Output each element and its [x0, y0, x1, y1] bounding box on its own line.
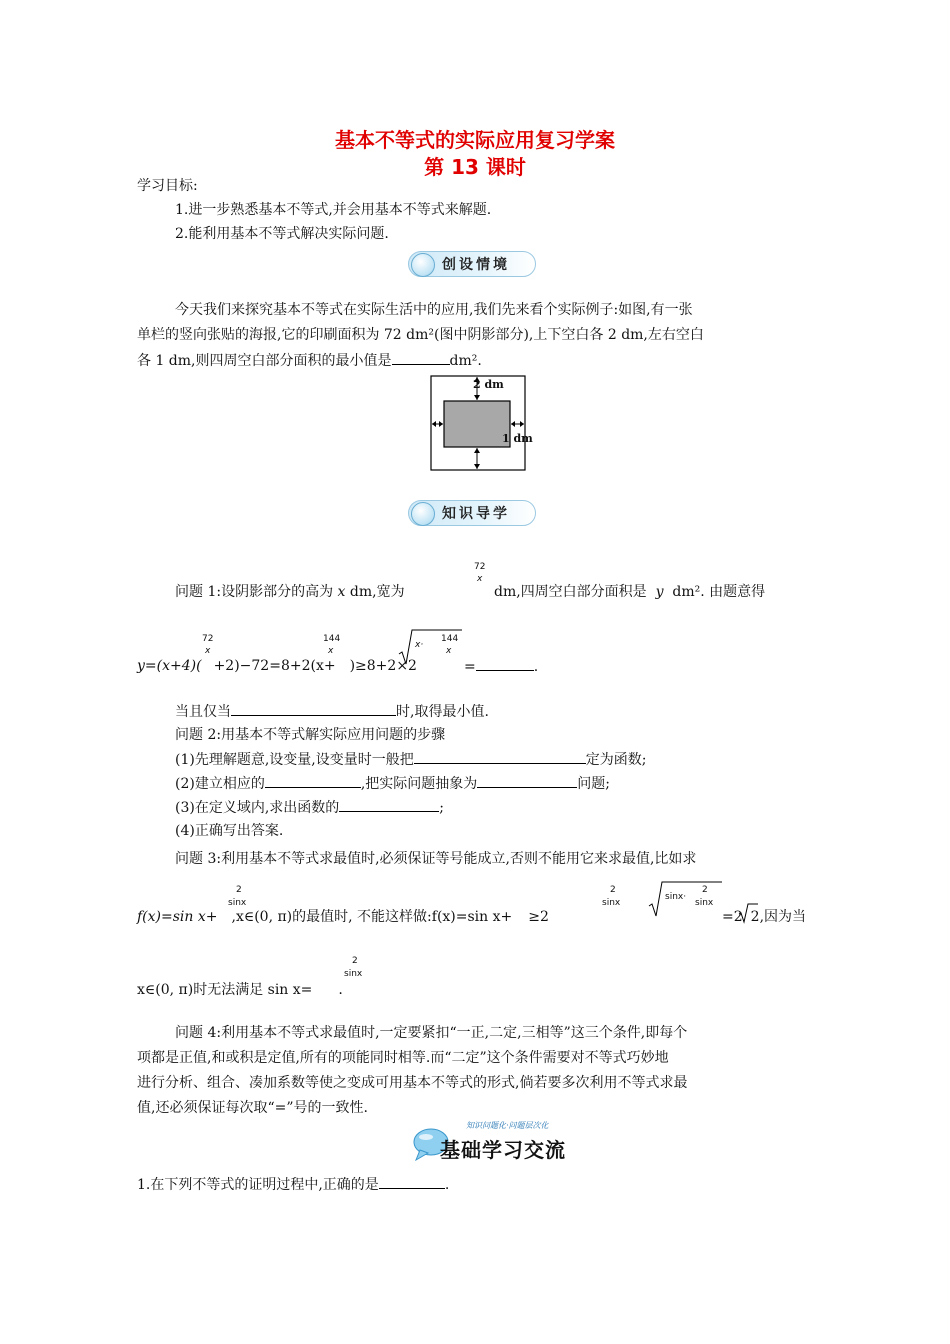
problem-1-text-cont: dm,四周空白部分面积是 y dm². 由题意得	[494, 584, 766, 600]
intro-line-3: 各 1 dm,则四周空白部分面积的最小值是 dm².	[137, 350, 482, 371]
equation-3: f(x)=sin x+ ,x∈(0, π)的最值时, 不能这样做:f(x)=sin x+ ≥2	[137, 909, 549, 925]
frac-numerator: 2	[236, 885, 242, 895]
frac-numerator: 2	[352, 956, 358, 966]
objective-1: 1.进一步熟悉基本不等式,并会用基本不等式来解题.	[175, 202, 492, 218]
step-4: (4)正确写出答案.	[175, 823, 284, 839]
intro-line-2: 单栏的竖向张贴的海报,它的印刷面积为 72 dm²(图中阴影部分),上下空白各 2 dm,左右空白	[137, 327, 704, 343]
banner-label: 创设情境	[442, 257, 510, 273]
frac-numerator: 2	[702, 885, 708, 895]
frac-denominator: sinx	[228, 898, 247, 908]
label-1dm: 1 dm	[502, 432, 533, 445]
answer-blank[interactable]	[392, 350, 450, 365]
answer-blank[interactable]	[339, 797, 439, 812]
banner-tagline: 知识问题化·问题层次化	[466, 1121, 549, 1130]
lesson-number: 第 13 课时	[424, 155, 526, 179]
answer-blank[interactable]	[477, 773, 577, 788]
frac-denominator: x	[477, 574, 483, 584]
radicand: sinx·	[665, 892, 687, 902]
frac-denominator: sinx	[695, 898, 714, 908]
answer-blank[interactable]	[231, 701, 396, 716]
section-banner-scenario	[408, 249, 538, 279]
exercise-1: 1.在下列不等式的证明过程中,正确的是 .	[137, 1174, 449, 1195]
equation-1: y=(x+4)( +2)−72=8+2(x+ )≥8+2×2	[137, 658, 417, 674]
problem-1-text: 问题 1:设阴影部分的高为 x dm,宽为	[175, 584, 405, 600]
chevron-circle-icon	[411, 253, 435, 277]
frac-numerator: 2	[610, 885, 616, 895]
banner-title: 基础学习交流	[440, 1138, 566, 1162]
page-title: 基本不等式的实际应用复习学案	[335, 128, 615, 152]
problem-3-end: x∈(0, π)时无法满足 sin x= .	[137, 982, 343, 998]
chevron-circle-icon	[411, 502, 435, 526]
problem-4-line-2: 项都是正值,和或积是定值,所有的项能同时相等.而“二定”这个条件需要对不等式巧妙地	[137, 1050, 669, 1066]
step-3: (3)在定义域内,求出函数的 ;	[175, 797, 444, 818]
answer-blank[interactable]	[379, 1174, 445, 1189]
radicand: x·	[415, 640, 424, 650]
frac-numerator: 72	[202, 634, 214, 644]
banner-label: 知识导学	[442, 506, 510, 522]
frac-denominator: sinx	[602, 898, 621, 908]
answer-blank[interactable]	[414, 749, 586, 764]
problem-4-line-4: 值,还必须保证每次取“=”号的一致性.	[137, 1100, 368, 1116]
objective-2: 2.能利用基本不等式解决实际问题.	[175, 226, 389, 242]
frac-denominator: x	[446, 646, 452, 656]
objectives-heading: 学习目标:	[137, 178, 198, 194]
equation-3-end: =2 2,因为当	[722, 909, 807, 925]
frac-denominator: x	[205, 646, 211, 656]
frac-denominator: sinx	[344, 969, 363, 979]
step-2: (2)建立相应的 ,把实际问题抽象为 问题;	[175, 773, 610, 794]
frac-numerator: 72	[474, 562, 486, 572]
section-banner-knowledge	[408, 498, 538, 528]
equality-condition: 当且仅当 时,取得最小值.	[175, 701, 489, 722]
frac-denominator: x	[328, 646, 334, 656]
frac-numerator: 144	[441, 634, 459, 644]
problem-2: 问题 2:用基本不等式解实际应用问题的步骤	[175, 727, 446, 743]
section-banner-basic	[412, 1120, 582, 1164]
problem-4-line-3: 进行分析、组合、凑加系数等使之变成可用基本不等式的形式,倘若要多次利用不等式求最	[137, 1075, 688, 1091]
answer-blank[interactable]	[265, 773, 361, 788]
intro-line-1: 今天我们来探究基本不等式在实际生活中的应用,我们先来看个实际例子:如图,有一张	[175, 302, 693, 318]
equation-1-end: = .	[464, 656, 538, 677]
step-1: (1)先理解题意,设变量,设变量时一般把 定为函数;	[175, 749, 646, 770]
frac-numerator: 144	[323, 634, 341, 644]
problem-3: 问题 3:利用基本不等式求最值时,必须保证等号能成立,否则不能用它来求最值,比如求	[175, 851, 697, 867]
problem-4-line-1: 问题 4:利用基本不等式求最值时,一定要紧扣“一正,二定,三相等”这三个条件,即每个	[175, 1025, 688, 1041]
answer-blank[interactable]	[476, 656, 534, 671]
label-2dm: 2 dm	[473, 378, 504, 391]
